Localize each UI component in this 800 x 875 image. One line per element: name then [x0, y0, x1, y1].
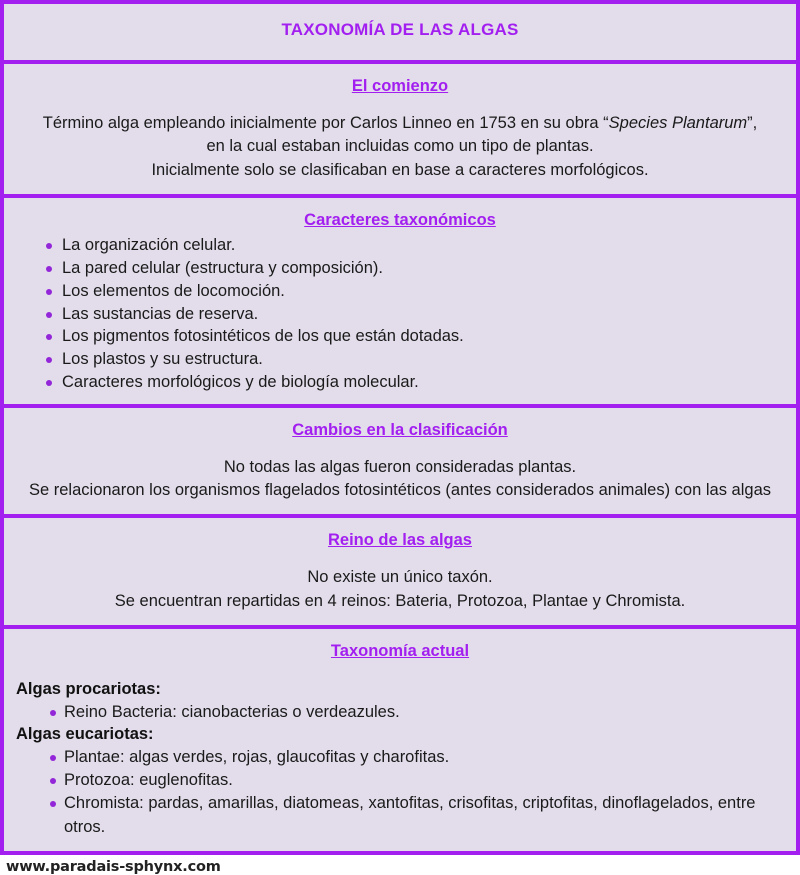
book-title-italic: Species Plantarum [608, 114, 748, 132]
list-item: Los pigmentos fotosintéticos de los que están dotadas. [14, 325, 786, 348]
list-item: La pared celular (estructura y composición). [14, 257, 786, 280]
list-item: La organización celular. [14, 234, 786, 257]
section-heading-cambios-clasificacion: Cambios en la clasificación [292, 420, 508, 439]
page-title: TAXONOMÍA DE LAS ALGAS [281, 20, 519, 39]
section-caracteres-taxonomicos [4, 198, 796, 407]
section-heading-el-comienzo: El comienzo [351, 77, 449, 95]
watermark: www.paradais-sphynx.com [0, 855, 800, 875]
procariotas-list [14, 701, 786, 724]
list-item: Caracteres morfológicos y de biología molecular. [14, 371, 786, 394]
group-label-eucariotas: Algas eucariotas: [16, 725, 154, 744]
section-heading-reino-de-las-algas: Reino de las algas [328, 531, 472, 550]
section-el-comienzo [4, 64, 796, 198]
list-item: Las sustancias de reserva. [14, 303, 786, 326]
paragraph-block-el-comienzo [14, 100, 786, 184]
paragraph-line-prefix: Término alga empleando inicialmente por Carlos Linneo en 1753 en su obra “ [42, 114, 609, 132]
paragraph-block-cambios [14, 444, 786, 505]
paragraph-line-suffix: ”, [747, 114, 758, 132]
caracteres-list [14, 234, 786, 393]
paragraph-line [14, 112, 786, 135]
section-taxonomia-actual [4, 629, 796, 851]
paragraph-line: Se encuentran repartidas en 4 reinos: Bateria, Protozoa, Plantae y Chromista. [114, 591, 686, 610]
group-label-procariotas: Algas procariotas: [16, 680, 161, 699]
list-item: Plantae: algas verdes, rojas, glaucofitas y charofitas. [14, 746, 786, 769]
list-item: Chromista: pardas, amarillas, diatomeas, xantofitas, crisofitas, criptofitas, dinoflagelados, entre otros. [14, 792, 786, 839]
list-item: Los elementos de locomoción. [14, 280, 786, 303]
list-item: Protozoa: euglenofitas. [14, 769, 786, 792]
section-reino-de-las-algas [4, 518, 796, 629]
paragraph-line: No existe un único taxón. [307, 568, 493, 587]
eucariotas-list [14, 746, 786, 840]
section-heading-taxonomia-actual: Taxonomía actual [330, 642, 470, 661]
section-heading-caracteres-taxonomicos: Caracteres taxonómicos [304, 211, 496, 230]
taxonomia-actual-body [14, 665, 786, 841]
list-item: Reino Bacteria: cianobacterias o verdeazules. [14, 701, 786, 724]
paragraph-line: en la cual estaban incluidas como un tipo de plantas. [206, 137, 594, 156]
paragraph-line: No todas las algas fueron consideradas plantas. [223, 457, 577, 476]
title-section [4, 4, 796, 64]
paragraph-line: Inicialmente solo se clasificaban en base a caracteres morfológicos. [151, 160, 649, 179]
paragraph-block-reino [14, 554, 786, 615]
section-cambios-clasificacion [4, 408, 796, 519]
paragraph-line: Se relacionaron los organismos flagelados fotosintéticos (antes considerados animales) con las algas [29, 481, 771, 500]
list-item: Los plastos y su estructura. [14, 348, 786, 371]
